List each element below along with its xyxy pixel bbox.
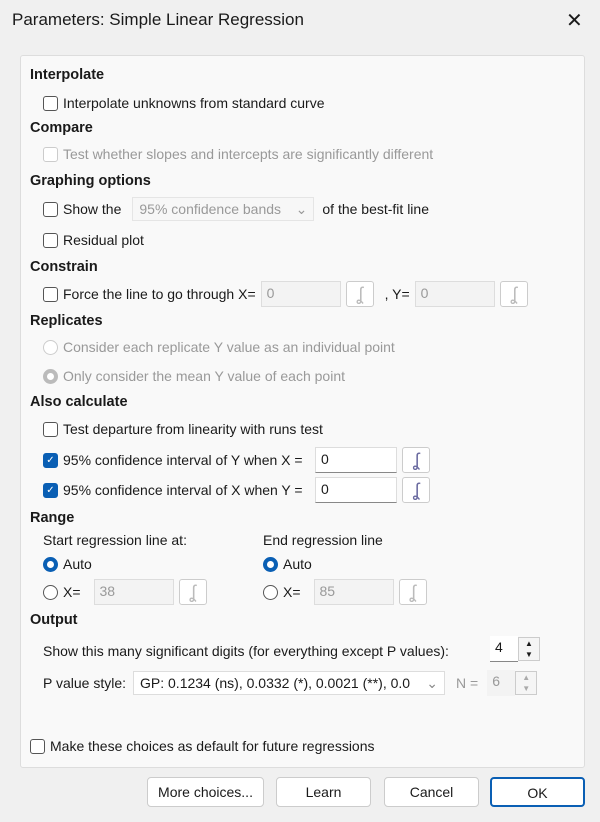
- close-icon[interactable]: ✕: [566, 10, 583, 32]
- spin-buttons[interactable]: [515, 671, 537, 695]
- constrain-header: Constrain: [30, 259, 98, 275]
- end-auto-radio[interactable]: [263, 556, 312, 572]
- default-checkbox[interactable]: [30, 738, 375, 754]
- end-x-radio[interactable]: [263, 585, 278, 600]
- label: Consider each replicate Y value as an individual point: [63, 339, 395, 355]
- checkbox[interactable]: [43, 422, 58, 437]
- checkbox[interactable]: [43, 96, 58, 111]
- graphing-header: Graphing options: [30, 173, 151, 189]
- sig-digits-label: Show this many significant digits (for everything except P values):: [43, 643, 449, 659]
- replicates-each-radio[interactable]: [43, 339, 395, 355]
- show-bands-checkbox[interactable]: [43, 202, 58, 217]
- interpolate-checkbox[interactable]: [43, 95, 324, 111]
- ok-button[interactable]: OK: [490, 777, 585, 807]
- label: Test whether slopes and intercepts are significantly different: [63, 146, 434, 162]
- runs-test-checkbox[interactable]: [43, 421, 323, 437]
- p-style-select[interactable]: [133, 671, 445, 695]
- constrain-y-input[interactable]: 0: [415, 281, 495, 307]
- label: , Y=: [384, 286, 410, 302]
- p-style-row: [43, 670, 537, 696]
- label: Make these choices as default for future regressions: [50, 738, 375, 754]
- chevron-down-icon: ⌄: [295, 200, 308, 217]
- label: X=: [63, 584, 81, 600]
- also-calculate-header: Also calculate: [30, 394, 128, 410]
- radio[interactable]: [263, 557, 278, 572]
- radio[interactable]: [43, 340, 58, 355]
- constrain-row: [43, 281, 528, 307]
- start-auto-radio[interactable]: [43, 556, 92, 572]
- start-x-radio[interactable]: [43, 585, 58, 600]
- start-label: Start regression line at:: [43, 532, 187, 548]
- down-icon[interactable]: ▼: [525, 650, 533, 659]
- show-bands-row: [43, 197, 429, 221]
- label: of the best-fit line: [322, 201, 429, 217]
- range-header: Range: [30, 510, 75, 526]
- chevron-down-icon: ⌄: [426, 674, 439, 691]
- ci-x-input[interactable]: 0: [315, 477, 397, 503]
- output-header: Output: [30, 612, 78, 628]
- label: Show the: [63, 201, 122, 217]
- dialog-title: Parameters: Simple Linear Regression: [12, 10, 304, 29]
- hook-icon[interactable]: ʆ: [399, 579, 427, 605]
- label: Test departure from linearity with runs test: [63, 421, 323, 437]
- n-input[interactable]: 6: [487, 670, 515, 696]
- label: Residual plot: [63, 232, 144, 248]
- label: X=: [283, 584, 301, 600]
- end-label: End regression line: [263, 532, 383, 548]
- label: 95% confidence interval of X when Y =: [63, 482, 303, 498]
- cancel-button[interactable]: Cancel: [384, 777, 479, 807]
- n-stepper[interactable]: [487, 670, 537, 696]
- label: N =: [456, 675, 479, 691]
- label: Force the line to go through X=: [63, 286, 256, 302]
- replicates-header: Replicates: [30, 313, 103, 329]
- ci-y-row: [43, 447, 430, 473]
- compare-checkbox[interactable]: [43, 146, 433, 162]
- checkbox[interactable]: [30, 739, 45, 754]
- learn-button[interactable]: Learn: [276, 777, 371, 807]
- down-icon[interactable]: ▼: [522, 684, 531, 693]
- label: Auto: [63, 556, 92, 572]
- bands-select[interactable]: [132, 197, 314, 221]
- ci-x-row: [43, 477, 430, 503]
- ci-y-checkbox[interactable]: ✓: [43, 453, 58, 468]
- hook-icon[interactable]: ʆ: [500, 281, 528, 307]
- radio[interactable]: [43, 557, 58, 572]
- checkbox[interactable]: [43, 147, 58, 162]
- label: Auto: [283, 556, 312, 572]
- hook-icon[interactable]: ʆ: [346, 281, 374, 307]
- label: Only consider the mean Y value of each point: [63, 368, 345, 384]
- hook-icon[interactable]: ʆ: [402, 447, 430, 473]
- label: Interpolate unknowns from standard curve: [63, 95, 325, 111]
- label: 95% confidence interval of Y when X =: [63, 452, 303, 468]
- compare-header: Compare: [30, 120, 93, 136]
- sig-digits-input[interactable]: 4: [490, 636, 518, 662]
- force-checkbox[interactable]: [43, 287, 58, 302]
- start-x-row: [43, 579, 207, 605]
- hook-icon[interactable]: ʆ: [402, 477, 430, 503]
- hook-icon[interactable]: ʆ: [179, 579, 207, 605]
- end-x-row: [263, 579, 427, 605]
- constrain-x-input[interactable]: 0: [261, 281, 341, 307]
- replicates-mean-radio[interactable]: [43, 368, 345, 384]
- residual-checkbox[interactable]: [43, 232, 144, 248]
- up-icon[interactable]: ▲: [525, 639, 533, 648]
- spin-buttons[interactable]: [518, 637, 540, 661]
- ci-y-input[interactable]: 0: [315, 447, 397, 473]
- sig-digits-stepper[interactable]: [490, 636, 540, 662]
- radio[interactable]: [43, 369, 58, 384]
- up-icon[interactable]: ▲: [522, 673, 531, 682]
- interpolate-header: Interpolate: [30, 67, 105, 83]
- more-choices-button[interactable]: More choices...: [147, 777, 264, 807]
- label: P value style:: [43, 675, 127, 691]
- ci-x-checkbox[interactable]: ✓: [43, 483, 58, 498]
- select-value: 95% confidence bands: [139, 201, 282, 217]
- checkbox[interactable]: [43, 233, 58, 248]
- start-x-input[interactable]: 38: [94, 579, 174, 605]
- select-value: GP: 0.1234 (ns), 0.0332 (*), 0.0021 (**), 0.0: [140, 675, 411, 691]
- end-x-input[interactable]: 85: [314, 579, 394, 605]
